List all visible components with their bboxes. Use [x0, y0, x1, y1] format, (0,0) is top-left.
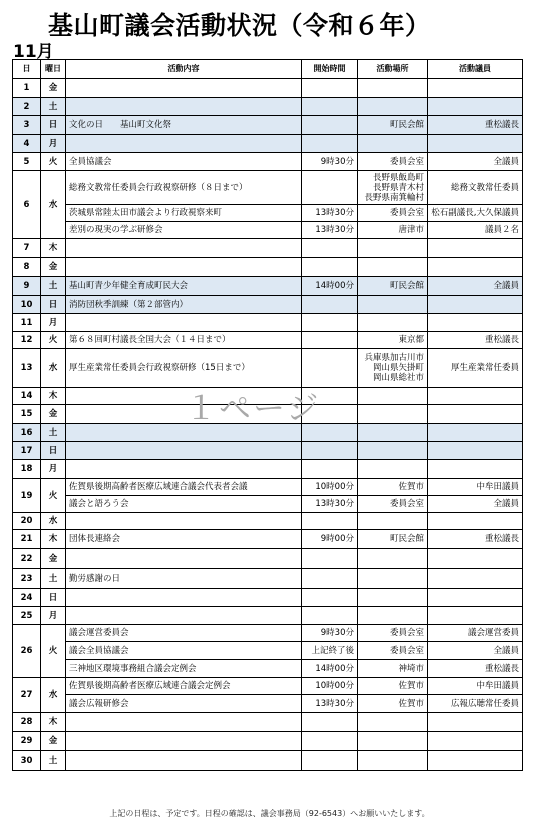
member-cell — [428, 239, 523, 258]
place-cell — [358, 171, 428, 205]
table-row — [13, 642, 523, 660]
weekday-cell: 金 — [41, 405, 66, 424]
activity-cell: 団体長連絡会 — [66, 530, 302, 549]
activity-cell: 全員協議会 — [66, 153, 302, 171]
weekday-cell: 日 — [41, 589, 66, 607]
schedule-table — [12, 59, 523, 771]
day-cell: 1 — [13, 79, 41, 98]
table-row — [13, 79, 523, 98]
activity-cell — [66, 98, 302, 116]
activity-cell — [66, 314, 302, 332]
member-cell — [428, 442, 523, 460]
time-cell — [302, 569, 358, 589]
table-row — [13, 205, 523, 222]
time-cell — [302, 332, 358, 349]
place-cell — [358, 607, 428, 625]
member-cell: 重松議長 — [428, 660, 523, 678]
activity-cell: 議会広報研修会 — [66, 695, 302, 713]
activity-cell — [66, 513, 302, 530]
activity-cell — [66, 607, 302, 625]
activity-cell: 総務文教常任委員会行政視察研修（８日まで） — [66, 171, 302, 205]
day-cell: 26 — [13, 625, 41, 678]
table-row — [13, 660, 523, 678]
weekday-cell: 火 — [41, 625, 66, 678]
day-cell: 29 — [13, 732, 41, 751]
weekday-cell: 月 — [41, 607, 66, 625]
member-cell — [428, 513, 523, 530]
weekday-cell: 日 — [41, 296, 66, 314]
activity-cell: 勤労感謝の日 — [66, 569, 302, 589]
place-cell: 佐賀市 — [358, 479, 428, 496]
weekday-cell: 木 — [41, 388, 66, 405]
day-cell: 9 — [13, 277, 41, 296]
table-row — [13, 171, 523, 205]
time-cell: 14時00分 — [302, 277, 358, 296]
place-cell — [358, 513, 428, 530]
weekday-cell: 金 — [41, 258, 66, 277]
weekday-cell: 月 — [41, 314, 66, 332]
member-cell — [428, 732, 523, 751]
table-row — [13, 349, 523, 388]
table-row — [13, 607, 523, 625]
header-activity: 活動内容 — [66, 60, 302, 79]
table-row — [13, 678, 523, 695]
weekday-cell: 月 — [41, 135, 66, 153]
time-cell — [302, 239, 358, 258]
time-cell — [302, 116, 358, 135]
time-cell — [302, 424, 358, 442]
member-cell — [428, 713, 523, 732]
member-cell — [428, 751, 523, 771]
place-cell: 東京都 — [358, 332, 428, 349]
day-cell: 12 — [13, 332, 41, 349]
activity-cell — [66, 732, 302, 751]
time-cell: 13時30分 — [302, 222, 358, 239]
activity-cell: 消防団秋季訓練（第２部管内） — [66, 296, 302, 314]
time-cell — [302, 314, 358, 332]
header-time: 開始時間 — [302, 60, 358, 79]
day-cell: 21 — [13, 530, 41, 549]
member-cell: 全議員 — [428, 153, 523, 171]
weekday-cell: 土 — [41, 424, 66, 442]
table-row — [13, 239, 523, 258]
place-cell: 神埼市 — [358, 660, 428, 678]
table-row — [13, 589, 523, 607]
table-row — [13, 405, 523, 424]
member-cell: 重松議長 — [428, 530, 523, 549]
place-cell — [358, 239, 428, 258]
activity-cell: 厚生産業常任委員会行政視察研修（15日まで） — [66, 349, 302, 388]
table-row — [13, 388, 523, 405]
activity-cell: 文化の日 基山町文化祭 — [66, 116, 302, 135]
member-cell: 松石副議長,大久保議員 — [428, 205, 523, 222]
place-cell — [358, 296, 428, 314]
time-cell — [302, 732, 358, 751]
activity-cell — [66, 258, 302, 277]
activity-cell — [66, 460, 302, 479]
activity-cell: 佐賀県後期高齢者医療広域連合議会代表者会議 — [66, 479, 302, 496]
weekday-cell: 金 — [41, 732, 66, 751]
place-cell — [358, 569, 428, 589]
activity-cell: 議会全員協議会 — [66, 642, 302, 660]
activity-cell — [66, 589, 302, 607]
table-row — [13, 332, 523, 349]
table-row — [13, 479, 523, 496]
table-row — [13, 296, 523, 314]
place-cell — [358, 135, 428, 153]
day-cell: 19 — [13, 479, 41, 513]
table-row — [13, 153, 523, 171]
place-cell — [358, 442, 428, 460]
page-watermark: １ページ — [185, 389, 321, 427]
weekday-cell: 火 — [41, 153, 66, 171]
weekday-cell: 月 — [41, 460, 66, 479]
activity-cell: 茨城県常陸太田市議会より行政視察来町 — [66, 205, 302, 222]
weekday-cell: 土 — [41, 277, 66, 296]
activity-cell — [66, 405, 302, 424]
member-cell — [428, 79, 523, 98]
member-cell: 厚生産業常任委員 — [428, 349, 523, 388]
day-cell: 23 — [13, 569, 41, 589]
table-row — [13, 732, 523, 751]
weekday-cell: 金 — [41, 79, 66, 98]
table-row — [13, 751, 523, 771]
time-cell: 9時00分 — [302, 530, 358, 549]
time-cell — [302, 405, 358, 424]
member-cell — [428, 388, 523, 405]
day-cell: 18 — [13, 460, 41, 479]
activity-cell — [66, 713, 302, 732]
place-cell: 町民会館 — [358, 277, 428, 296]
day-cell: 7 — [13, 239, 41, 258]
day-cell: 17 — [13, 442, 41, 460]
time-cell — [302, 513, 358, 530]
member-cell: 重松議長 — [428, 116, 523, 135]
time-cell: 9時30分 — [302, 625, 358, 642]
day-cell: 8 — [13, 258, 41, 277]
time-cell — [302, 296, 358, 314]
time-cell: 10時00分 — [302, 479, 358, 496]
weekday-cell: 水 — [41, 678, 66, 713]
activity-cell: 佐賀県後期高齢者医療広域連合議会定例会 — [66, 678, 302, 695]
table-row — [13, 424, 523, 442]
time-cell: 13時30分 — [302, 695, 358, 713]
header-weekday: 曜日 — [41, 60, 66, 79]
place-cell — [358, 589, 428, 607]
header-member: 活動議員 — [428, 60, 523, 79]
weekday-cell: 土 — [41, 98, 66, 116]
table-row — [13, 549, 523, 569]
member-cell — [428, 589, 523, 607]
place-cell — [358, 424, 428, 442]
weekday-cell: 木 — [41, 239, 66, 258]
place-cell — [358, 713, 428, 732]
table-row — [13, 222, 523, 239]
activity-cell — [66, 549, 302, 569]
place-cell — [358, 405, 428, 424]
activity-cell — [66, 751, 302, 771]
weekday-cell: 土 — [41, 569, 66, 589]
place-cell: 委員会室 — [358, 625, 428, 642]
day-cell: 14 — [13, 388, 41, 405]
member-cell — [428, 405, 523, 424]
member-cell: 議会運営委員 — [428, 625, 523, 642]
weekday-cell: 火 — [41, 332, 66, 349]
member-cell — [428, 258, 523, 277]
activity-cell — [66, 424, 302, 442]
day-cell: 4 — [13, 135, 41, 153]
time-cell — [302, 98, 358, 116]
weekday-cell: 日 — [41, 442, 66, 460]
member-cell — [428, 460, 523, 479]
member-cell: 重松議長 — [428, 332, 523, 349]
weekday-cell: 水 — [41, 513, 66, 530]
place-cell — [358, 79, 428, 98]
member-cell — [428, 314, 523, 332]
activity-cell: 基山町青少年健全育成町民大会 — [66, 277, 302, 296]
table-row — [13, 496, 523, 513]
day-cell: 2 — [13, 98, 41, 116]
table-header-row — [13, 60, 523, 79]
table-row — [13, 530, 523, 549]
page-title: 基山町議会活動状況（令和６年） — [48, 11, 431, 40]
place-cell: 唐津市 — [358, 222, 428, 239]
time-cell: 9時30分 — [302, 153, 358, 171]
activity-cell — [66, 135, 302, 153]
time-cell — [302, 171, 358, 205]
place-cell — [358, 732, 428, 751]
header-day: 日 — [13, 60, 41, 79]
place-cell: 佐賀市 — [358, 678, 428, 695]
member-cell — [428, 549, 523, 569]
place-cell — [358, 460, 428, 479]
activity-cell: 議会と語ろう会 — [66, 496, 302, 513]
time-cell — [302, 79, 358, 98]
table-row — [13, 442, 523, 460]
member-cell: 総務文教常任委員 — [428, 171, 523, 205]
place-cell: 委員会室 — [358, 153, 428, 171]
day-cell: 11 — [13, 314, 41, 332]
table-row — [13, 713, 523, 732]
day-cell: 22 — [13, 549, 41, 569]
member-cell: 全議員 — [428, 277, 523, 296]
header-place: 活動場所 — [358, 60, 428, 79]
weekday-cell: 水 — [41, 349, 66, 388]
time-cell — [302, 258, 358, 277]
member-cell — [428, 607, 523, 625]
time-cell — [302, 549, 358, 569]
day-cell: 3 — [13, 116, 41, 135]
day-cell: 5 — [13, 153, 41, 171]
place-cell: 委員会室 — [358, 205, 428, 222]
place-cell — [358, 98, 428, 116]
time-cell — [302, 349, 358, 388]
weekday-cell: 火 — [41, 479, 66, 513]
table-row — [13, 277, 523, 296]
time-cell — [302, 442, 358, 460]
place-cell: 佐賀市 — [358, 695, 428, 713]
activity-cell — [66, 442, 302, 460]
day-cell: 15 — [13, 405, 41, 424]
activity-cell — [66, 388, 302, 405]
table-row — [13, 460, 523, 479]
table-row — [13, 314, 523, 332]
day-cell: 13 — [13, 349, 41, 388]
table-row — [13, 135, 523, 153]
time-cell: 上記終了後 — [302, 642, 358, 660]
place-cell — [358, 258, 428, 277]
day-cell: 28 — [13, 713, 41, 732]
member-cell: 議員２名 — [428, 222, 523, 239]
time-cell: 13時30分 — [302, 496, 358, 513]
table-row — [13, 98, 523, 116]
place-cell: 町民会館 — [358, 116, 428, 135]
day-cell: 30 — [13, 751, 41, 771]
place-cell-text: 長野県飯島町 長野県青木村 長野県南箕輪村 — [364, 172, 424, 203]
activity-cell: 三神地区環境事務組合議会定例会 — [66, 660, 302, 678]
activity-cell: 第６８回町村議長全国大会（１４日まで） — [66, 332, 302, 349]
weekday-cell: 木 — [41, 713, 66, 732]
activity-cell — [66, 239, 302, 258]
table-row — [13, 116, 523, 135]
day-cell: 20 — [13, 513, 41, 530]
member-cell: 広報広聴常任委員 — [428, 695, 523, 713]
member-cell: 中牟田議員 — [428, 678, 523, 695]
place-cell — [358, 751, 428, 771]
time-cell — [302, 751, 358, 771]
place-cell — [358, 388, 428, 405]
day-cell: 25 — [13, 607, 41, 625]
member-cell — [428, 569, 523, 589]
weekday-cell: 土 — [41, 751, 66, 771]
time-cell: 13時30分 — [302, 205, 358, 222]
member-cell: 全議員 — [428, 642, 523, 660]
member-cell: 中牟田議員 — [428, 479, 523, 496]
day-cell: 16 — [13, 424, 41, 442]
table-row — [13, 513, 523, 530]
day-cell: 10 — [13, 296, 41, 314]
weekday-cell: 木 — [41, 530, 66, 549]
place-cell: 委員会室 — [358, 642, 428, 660]
weekday-cell: 水 — [41, 171, 66, 239]
member-cell — [428, 98, 523, 116]
activity-cell: 差別の現実の学ぶ研修会 — [66, 222, 302, 239]
time-cell — [302, 713, 358, 732]
month-label: 11月 — [13, 42, 54, 62]
member-cell: 全議員 — [428, 496, 523, 513]
activity-cell — [66, 79, 302, 98]
member-cell — [428, 296, 523, 314]
table-row — [13, 695, 523, 713]
member-cell — [428, 424, 523, 442]
table-row — [13, 625, 523, 642]
day-cell: 6 — [13, 171, 41, 239]
place-cell — [358, 314, 428, 332]
time-cell — [302, 460, 358, 479]
footer-note: 上記の日程は、予定です。日程の確認は、議会事務局（92-6543）へお願いいたします。 — [109, 809, 430, 818]
time-cell: 10時00分 — [302, 678, 358, 695]
member-cell — [428, 135, 523, 153]
place-cell: 町民会館 — [358, 530, 428, 549]
day-cell: 24 — [13, 589, 41, 607]
activity-cell: 議会運営委員会 — [66, 625, 302, 642]
time-cell — [302, 388, 358, 405]
place-cell — [358, 349, 428, 388]
weekday-cell: 金 — [41, 549, 66, 569]
place-cell-text: 兵庫県加古川市 岡山県矢掛町 岡山県総社市 — [364, 353, 424, 383]
weekday-cell: 日 — [41, 116, 66, 135]
time-cell — [302, 607, 358, 625]
table-row — [13, 258, 523, 277]
time-cell — [302, 589, 358, 607]
time-cell: 14時00分 — [302, 660, 358, 678]
place-cell — [358, 549, 428, 569]
time-cell — [302, 135, 358, 153]
place-cell: 委員会室 — [358, 496, 428, 513]
day-cell: 27 — [13, 678, 41, 713]
table-row — [13, 569, 523, 589]
